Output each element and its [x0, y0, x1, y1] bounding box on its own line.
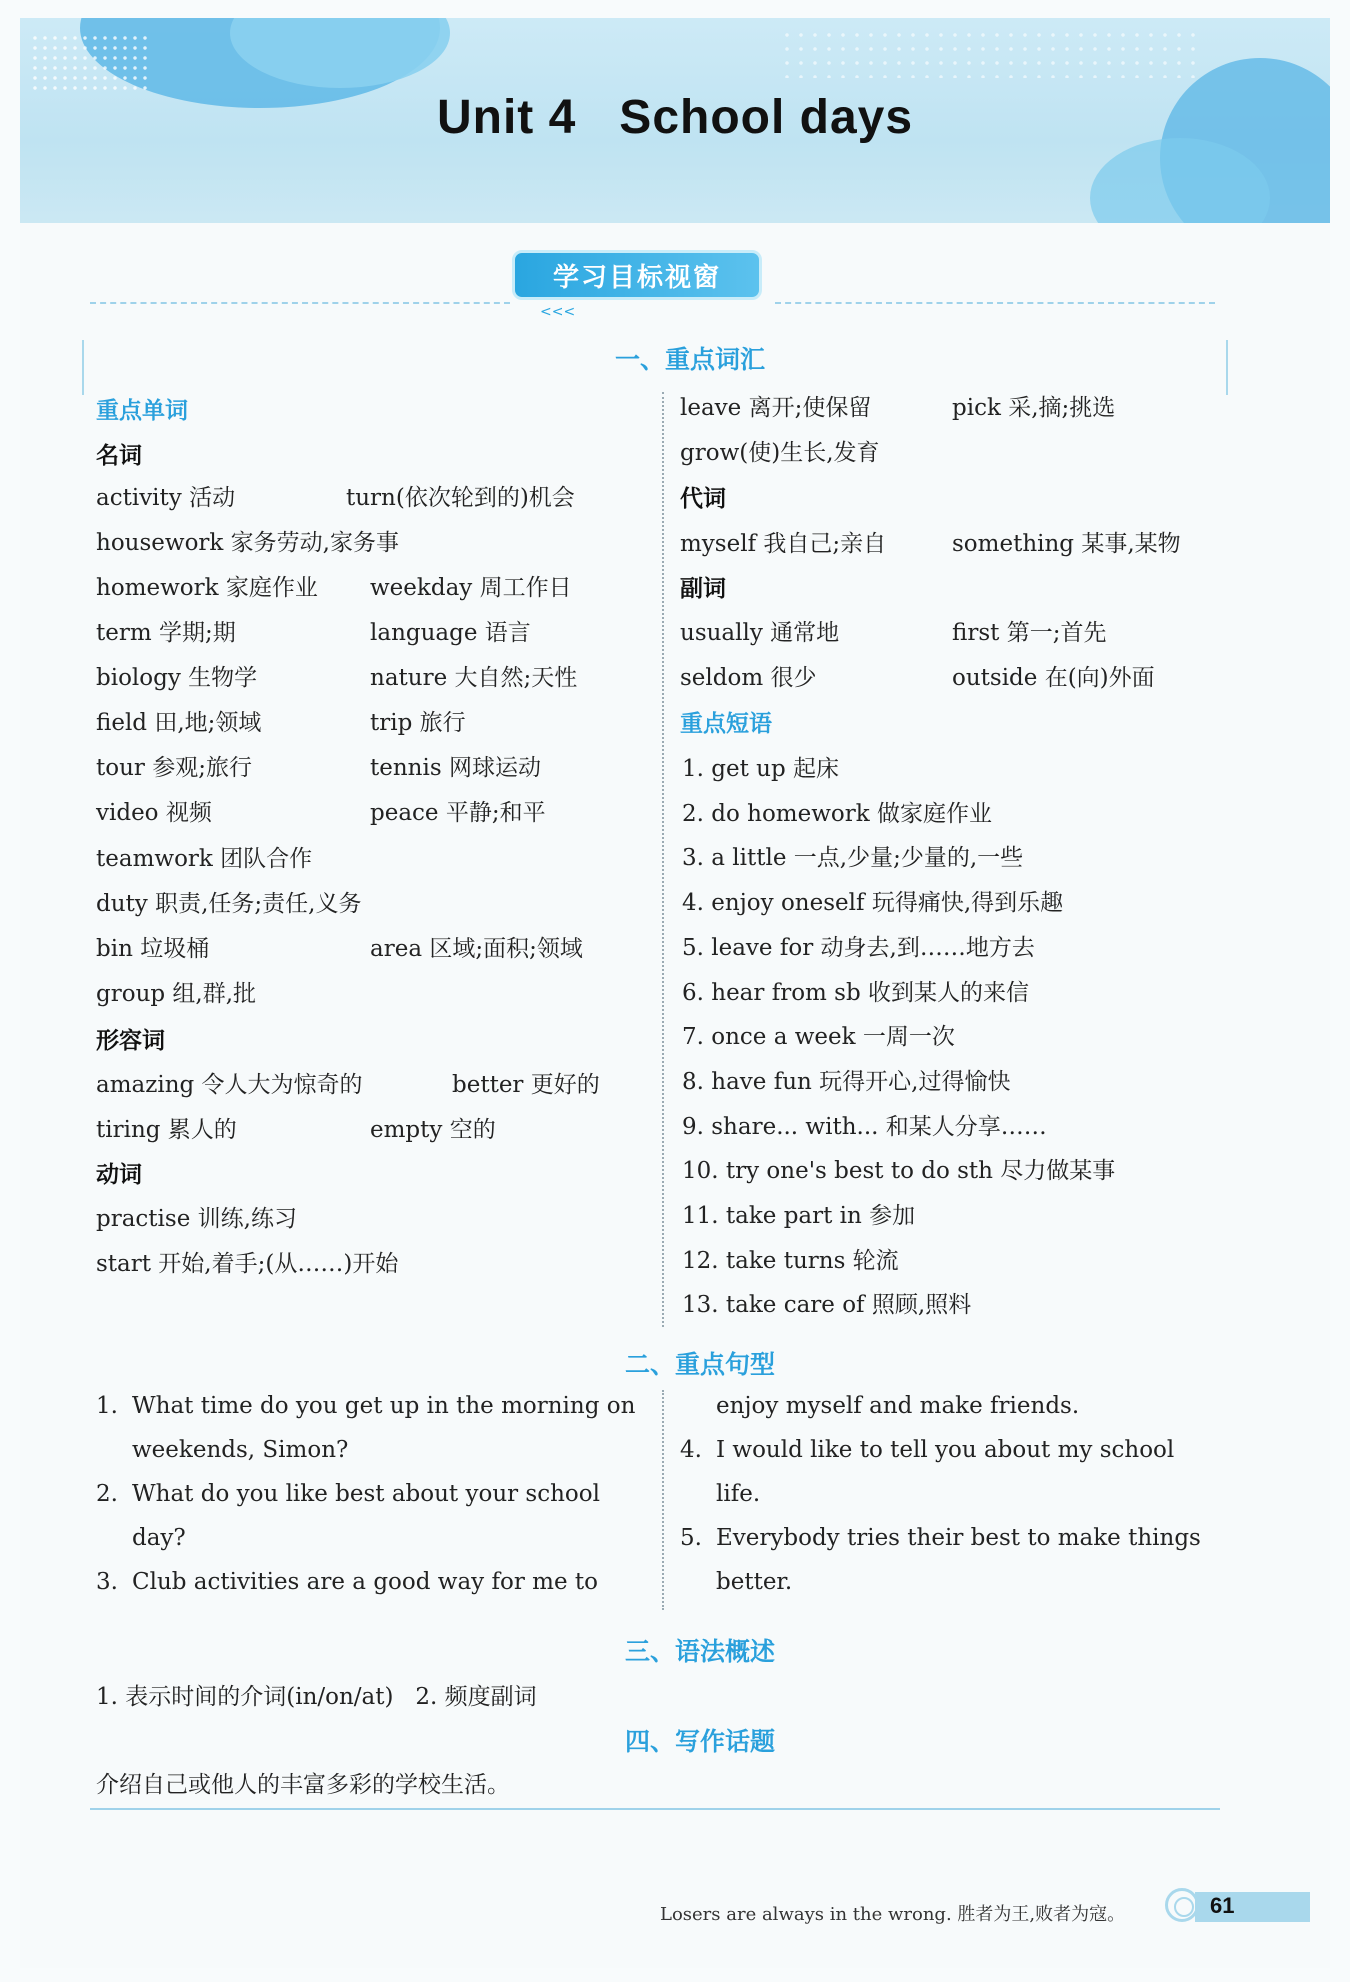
sentence-2: 2. What do you like best about your school day?	[96, 1481, 600, 1551]
key-words-title: 重点单词	[96, 398, 188, 424]
word-entry: empty 空的	[370, 1117, 496, 1143]
word-entry: nature 大自然;天性	[370, 665, 578, 691]
word-entry: turn(依次轮到的)机会	[346, 485, 575, 511]
word-entry: bin 垃圾桶	[96, 936, 210, 962]
phrase-entry: 5. leave for 动身去,到……地方去	[682, 934, 1035, 961]
phrase-entry: 3. a little 一点,少量;少量的,一些	[682, 845, 1024, 872]
phrase-entry: 11. take part in 参加	[682, 1203, 916, 1229]
column-divider	[662, 392, 664, 1327]
word-entry: grow(使)生长,发育	[680, 440, 880, 466]
decor-dots	[30, 33, 150, 93]
frame-bottom	[90, 1808, 1220, 1810]
pronouns-title: 代词	[680, 486, 726, 512]
phrase-entry: 8. have fun 玩得开心,过得愉快	[682, 1068, 1011, 1095]
word-entry: activity 活动	[96, 485, 236, 511]
phrase-entry: 6. hear from sb 收到某人的来信	[682, 979, 1030, 1006]
decor-dots	[780, 28, 1200, 78]
word-entry: practise 训练,练习	[96, 1206, 297, 1232]
frame-left	[82, 340, 84, 395]
word-entry: duty 职责,任务;责任,义务	[96, 891, 362, 917]
phrase-entry: 4. enjoy oneself 玩得痛快,得到乐趣	[682, 890, 1064, 917]
word-entry: myself 我自己;亲自	[680, 531, 887, 557]
frame-top-right	[775, 302, 1215, 304]
word-entry: tour 参观;旅行	[96, 755, 252, 781]
word-entry: video 视频	[96, 800, 212, 826]
word-entry: seldom 很少	[680, 665, 817, 691]
phrase-entry: 9. share... with... 和某人分享……	[682, 1113, 1047, 1140]
phrase-entry: 7. once a week 一周一次	[682, 1024, 955, 1051]
word-entry: peace 平静;和平	[370, 800, 546, 826]
word-entry: teamwork 团队合作	[96, 846, 313, 872]
section-title-grammar: 三、语法概述	[624, 1637, 775, 1666]
grammar-topics: 1. 表示时间的介词(in/on/at) 2. 频度副词	[96, 1684, 537, 1710]
phrase-entry: 2. do homework 做家庭作业	[682, 800, 992, 827]
word-entry: start 开始,着手;(从……)开始	[96, 1251, 399, 1277]
sentence-5: 5. Everybody tries their best to make things better.	[680, 1525, 1201, 1595]
sentence-3-cont: enjoy myself and make friends.	[716, 1393, 1080, 1419]
section-title-vocab: 一、重点词汇	[614, 345, 765, 374]
phrases-title: 重点短语	[680, 711, 772, 737]
word-entry: outside 在(向)外面	[952, 665, 1155, 691]
word-entry: term 学期;期	[96, 620, 236, 646]
phrase-entry: 1. get up 起床	[682, 756, 839, 782]
sentence-1: 1. What time do you get up in the morning on weekends, Simon?	[96, 1393, 636, 1463]
column-divider	[662, 1390, 664, 1610]
footer-ornament	[1165, 1888, 1199, 1922]
word-entry: amazing 令人大为惊奇的	[96, 1072, 363, 1098]
word-entry: area 区域;面积;领域	[370, 936, 583, 962]
word-entry: housework 家务劳动,家务事	[96, 530, 399, 556]
word-entry: group 组,群,批	[96, 981, 257, 1007]
word-entry: usually 通常地	[680, 620, 840, 646]
section-title-writing: 四、写作话题	[624, 1727, 775, 1756]
phrase-entry: 10. try one's best to do sth 尽力做某事	[682, 1158, 1116, 1185]
word-entry: biology 生物学	[96, 665, 258, 691]
badge-arrows: <<<	[540, 304, 576, 320]
footer-motto: Losers are always in the wrong. 胜者为王,败者为寇。	[660, 1904, 1126, 1925]
word-entry: pick 采,摘;挑选	[952, 395, 1116, 421]
page-number: 61	[1210, 1893, 1235, 1918]
word-entry: weekday 周工作日	[370, 575, 572, 601]
word-entry: trip 旅行	[370, 710, 466, 736]
word-entry: better 更好的	[452, 1072, 600, 1098]
word-entry: homework 家庭作业	[96, 575, 318, 601]
section-badge: 学习目标视窗	[512, 250, 762, 300]
word-entry: field 田,地;领域	[96, 710, 262, 736]
phrase-entry: 12. take turns 轮流	[682, 1247, 899, 1274]
section-title-sentences: 二、重点句型	[624, 1350, 775, 1379]
header-banner	[20, 18, 1330, 223]
verbs-title: 动词	[96, 1162, 142, 1188]
frame-top-left	[90, 302, 510, 304]
writing-topic: 介绍自己或他人的丰富多彩的学校生活。	[96, 1772, 510, 1798]
word-entry: first 第一;首先	[952, 620, 1107, 646]
word-entry: language 语言	[370, 620, 531, 646]
nouns-title: 名词	[96, 443, 142, 469]
word-entry: tennis 网球运动	[370, 755, 541, 781]
word-entry: something 某事,某物	[952, 531, 1181, 557]
word-entry: leave 离开;使保留	[680, 395, 872, 421]
adjectives-title: 形容词	[96, 1028, 165, 1054]
adverbs-title: 副词	[680, 576, 726, 602]
frame-right	[1226, 340, 1228, 395]
phrase-entry: 13. take care of 照顾,照料	[682, 1292, 972, 1319]
word-entry: tiring 累人的	[96, 1117, 237, 1143]
sentence-4: 4. I would like to tell you about my school life.	[680, 1437, 1175, 1507]
sentence-3: 3. Club activities are a good way for me to	[96, 1569, 598, 1595]
unit-title: Unit 4 School days	[436, 91, 914, 144]
